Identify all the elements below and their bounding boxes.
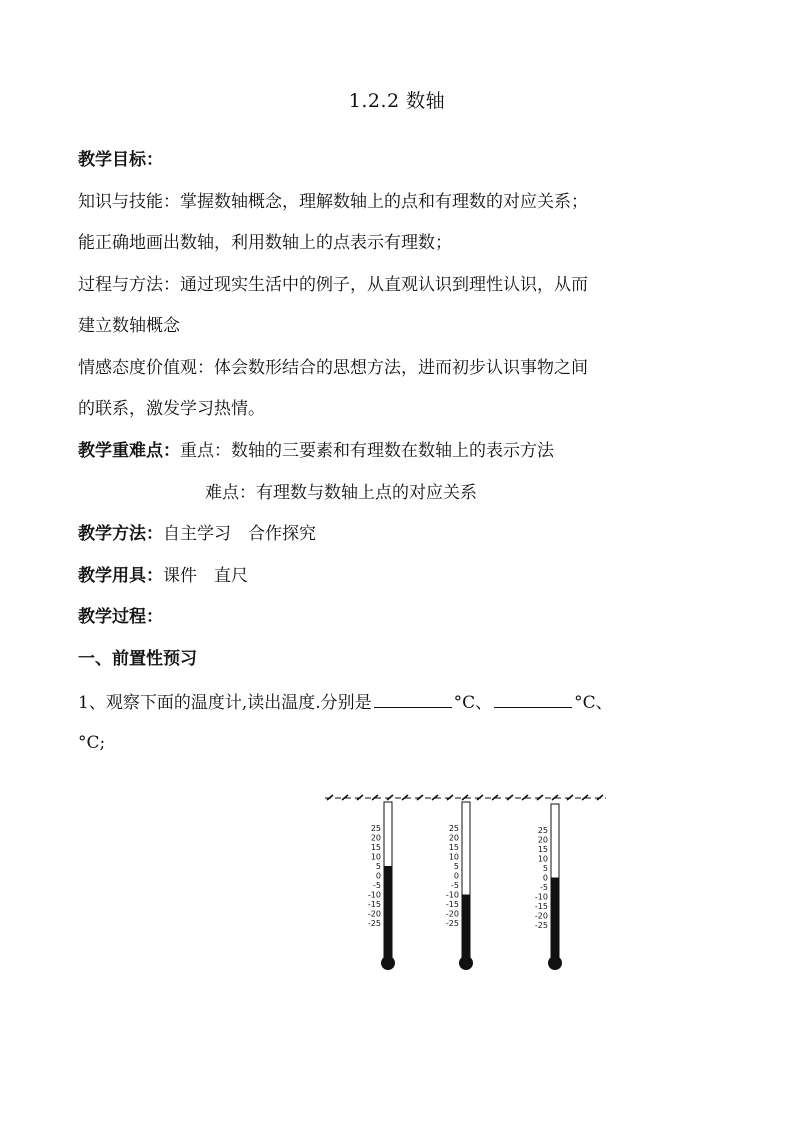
tools-line (78, 564, 248, 588)
method-label: 教学方法： (78, 524, 163, 544)
thermometer-tick-label: 5 (375, 862, 381, 871)
objective-line: 能正确地画出数轴，利用数轴上的点表示有理数； (78, 233, 452, 253)
thermometer-tick-label: -15 (445, 900, 459, 909)
thermometer-tick-label: -20 (445, 909, 459, 919)
thermometer-tick-label: 10 (448, 852, 459, 862)
thermometer-tick-label: -5 (540, 883, 548, 892)
page-title: 1.2.2 数轴 (348, 90, 446, 112)
mercury-column (551, 878, 559, 961)
key-points-difficulty: 难点：有理数与数轴上点的对应关系 (205, 483, 477, 503)
thermometer-tick-label: 10 (370, 852, 381, 862)
thermometer-tick-label: -10 (445, 890, 459, 900)
question1 (78, 689, 613, 715)
objective-line: 建立数轴概念 (78, 316, 180, 336)
thermometer-bulb (548, 956, 562, 970)
answer-blank-1[interactable] (374, 689, 452, 708)
thermometer-tick-label: 20 (448, 833, 459, 843)
thermometer-tick-label: 0 (375, 871, 381, 881)
thermometer-tick-label: -5 (373, 881, 381, 890)
question1-unit2: °C、 (574, 693, 613, 713)
thermometer-tick-label: 5 (542, 864, 548, 873)
objectives-heading: 教学目标： (78, 150, 163, 170)
thermometer-tick-label: -10 (367, 890, 381, 900)
key-points-label: 教学重难点： (78, 441, 180, 461)
thermometer-tick-label: -5 (451, 881, 459, 890)
thermometer-tick-label: -25 (534, 921, 548, 930)
question1-line2: °C; (78, 733, 106, 753)
thermometer-tick-label: -10 (534, 892, 548, 902)
thermometer-tick-label: -15 (367, 900, 381, 909)
thermometer-tick-label: 20 (537, 835, 548, 845)
mercury-column (384, 866, 392, 960)
tools-value: 课件 直尺 (163, 566, 248, 586)
thermometer-tick-label: -15 (534, 902, 548, 911)
thermometer-tick-label: -20 (367, 909, 381, 919)
thermometer-tick-label: -25 (445, 919, 459, 928)
thermometer-tick-label: 15 (537, 845, 548, 854)
thermometer (535, 804, 562, 970)
hanging-rail (325, 795, 606, 800)
thermometer-tick-label: 25 (537, 826, 548, 835)
method-line (78, 522, 316, 546)
section1-heading: 一、前置性预习 (78, 649, 197, 669)
thermometer (368, 802, 395, 970)
thermometer-illustration (0, 780, 794, 980)
objective-line: 情感态度价值观：体会数形结合的思想方法，进而初步认识事物之间 (78, 358, 588, 378)
thermometer-tick-label: 0 (453, 871, 459, 881)
objective-line: 知识与技能：掌握数轴概念，理解数轴上的点和有理数的对应关系； (78, 192, 588, 212)
thermometer-tick-label: 25 (370, 824, 381, 833)
thermometer-tick-label: 20 (370, 833, 381, 843)
mercury-column (462, 895, 470, 961)
key-points-focus: 重点：数轴的三要素和有理数在数轴上的表示方法 (180, 441, 554, 461)
objective-line: 过程与方法：通过现实生活中的例子，从直观认识到理性认识，从而 (78, 275, 588, 295)
process-heading: 教学过程： (78, 607, 163, 627)
tools-label: 教学用具： (78, 566, 163, 586)
thermometer (446, 802, 473, 970)
thermometer-tick-label: 5 (453, 862, 459, 871)
key-points-line (78, 439, 554, 463)
thermometer-tick-label: -25 (367, 919, 381, 928)
method-value: 自主学习 合作探究 (163, 524, 316, 544)
thermometer-tick-label: -20 (534, 911, 548, 921)
thermometer-tick-label: 0 (542, 873, 548, 883)
objective-line: 的联系，激发学习热情。 (78, 399, 265, 419)
thermometer-tick-label: 25 (448, 824, 459, 833)
question1-text: 1、观察下面的温度计,读出温度.分别是 (78, 693, 372, 713)
answer-blank-2[interactable] (494, 689, 572, 708)
thermometer-tick-label: 15 (448, 843, 459, 852)
thermometer-bulb (381, 956, 395, 970)
thermometer-bulb (459, 956, 473, 970)
thermometer-tick-label: 10 (537, 854, 548, 864)
question1-unit1: °C、 (453, 693, 493, 713)
thermometer-tick-label: 15 (370, 843, 381, 852)
